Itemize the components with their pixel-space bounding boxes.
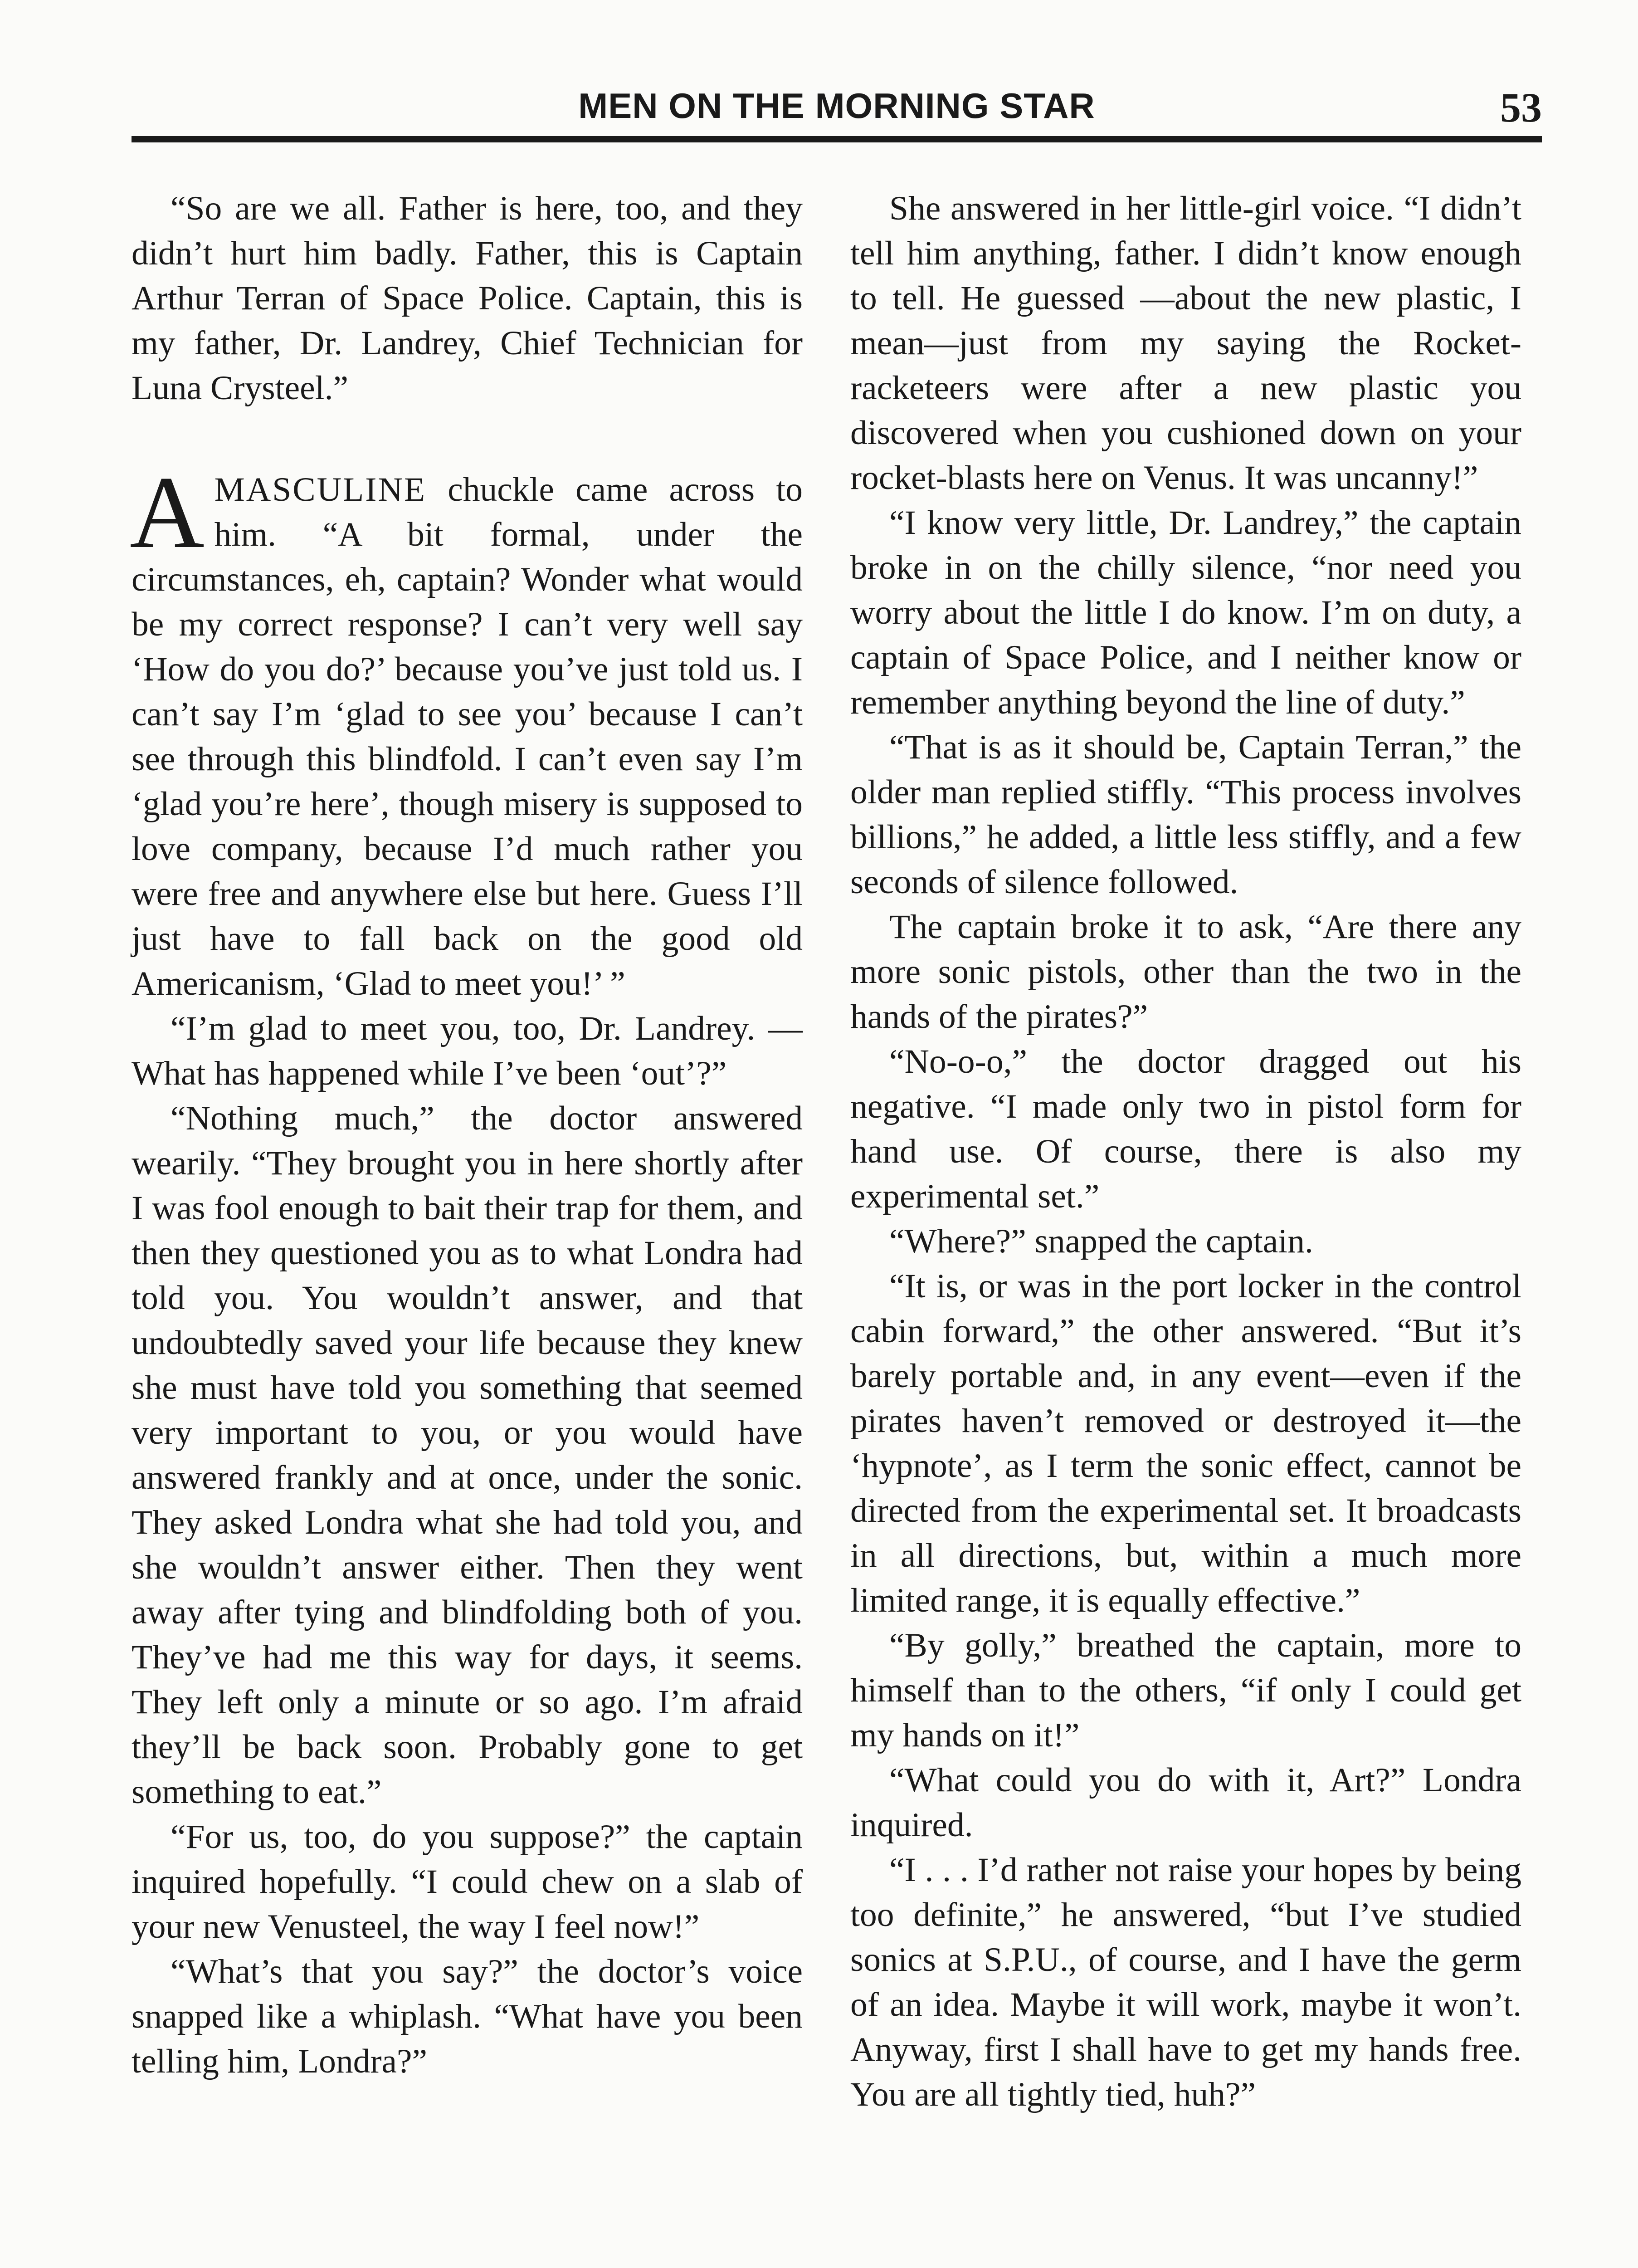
paragraph: “What could you do with it, Art?” Londra inquired. bbox=[850, 1761, 1521, 1844]
paragraph: The captain broke it to ask, “Are there any more sonic pistols, other than the two in the hands of the pirates?” bbox=[850, 908, 1521, 1036]
paragraph: “Nothing much,” the doctor answered wearily. “They brought you in here shortly after I was fool enough to bait their trap for them, and then they questioned you as to what Londra had told you. You wouldn’t answer, and that undoubtedly saved your life because they knew she must have told you something that seemed very important to you, or you would have answered frankly and at once, under the sonic. They asked Londra what she had told you, and she wouldn’t answer either. Then they went away after tying and blindfolding both of you. They’ve had me this way for days, it seems. They left only a minute or so ago. I’m afraid they’ll be back soon. Probably gone to get something to eat.” bbox=[132, 1100, 803, 1811]
paragraph: “What’s that you say?” the doctor’s voice snapped like a whiplash. “What have you been telling him, Londra?” bbox=[132, 1953, 803, 2080]
dropcap-paragraph bbox=[130, 455, 803, 1006]
left-column bbox=[132, 186, 803, 2084]
paragraph-text: chuckle came across to him. “A bit formal, under the circumstances, eh, captain? Wonder what would be my correct response? I can’t very well say ‘How do you do?’ because you’ve just told us. I can’t say I’m ‘glad to see you’ because I can’t see through this blindfold. I can’t even say I’m ‘glad you’re here’, though misery is supposed to love company, because I’d much rather you were free and anywhere else but here. Guess I’ll just have to fall back on the good old Americanism, ‘Glad to meet you!’ ” bbox=[132, 471, 803, 1002]
paragraph: “No-o-o,” the doctor dragged out his negative. “I made only two in pistol form for hand use. Of course, there is also my experimental set.” bbox=[850, 1043, 1521, 1215]
paragraph: She answered in her little-girl voice. “I didn’t tell him anything, father. I didn’t know enough to tell. He guessed —about the new plastic, I mean—just from my saying the Rocket-racketeers were after a new plastic you discovered when you cushioned down on your rocket-blasts here on Venus. It was uncanny!” bbox=[850, 190, 1521, 497]
paragraph: “By golly,” breathed the captain, more to himself than to the others, “if only I could get my hands on it!” bbox=[850, 1627, 1521, 1754]
paragraph: “I’m glad to meet you, too, Dr. Landrey. —What has happened while I’ve been ‘out’?” bbox=[132, 1010, 803, 1092]
smallcaps-word: MASCULINE bbox=[214, 471, 427, 508]
header-rule bbox=[132, 136, 1542, 142]
paragraph: “So are we all. Father is here, too, and they didn’t hurt him badly. Father, this is Captain Arthur Terran of Space Police. Captain, this is my father, Dr. Landrey, Chief Technician for Luna Crysteel.” bbox=[132, 190, 803, 407]
paragraph: “I . . . I’d rather not raise your hopes by being too definite,” he answered, “but I’ve studied sonics at S.P.U., of course, and I have the germ of an idea. Maybe it will work, maybe it won’t. Anyway, first I shall have to get my hands free. You are all tightly tied, huh?” bbox=[850, 1851, 1521, 2113]
paragraph: “For us, too, do you suppose?” the captain inquired hopefully. “I could chew on a slab of your new Venusteel, the way I feel now!” bbox=[132, 1818, 803, 1945]
page-number: 53 bbox=[1500, 84, 1542, 131]
page-header bbox=[132, 68, 1542, 154]
drop-cap: A bbox=[130, 455, 205, 570]
paragraph: “Where?” snapped the captain. bbox=[889, 1222, 1313, 1260]
running-head: MEN ON THE MORNING STAR bbox=[578, 86, 1095, 126]
paragraph: “I know very little, Dr. Landrey,” the captain broke in on the chilly silence, “nor need you worry about the little I do know. I’m on duty, a captain of Space Police, and I neither know or remember anything beyond the line of duty.” bbox=[850, 504, 1521, 721]
paragraph: “That is as it should be, Captain Terran,” the older man replied stiffly. “This process involves billions,” he added, a little less stiffly, and a few seconds of silence followed. bbox=[850, 728, 1521, 901]
right-column bbox=[850, 186, 1521, 2117]
paragraph: “It is, or was in the port locker in the control cabin forward,” the other answered. “But it’s barely portable and, in any event—even if the pirates haven’t removed or destroyed it—the ‘hypnote’, as I term the sonic effect, cannot be directed from the experimental set. It broadcasts in all directions, but, within a much more limited range, it is equally effective.” bbox=[850, 1267, 1521, 1619]
